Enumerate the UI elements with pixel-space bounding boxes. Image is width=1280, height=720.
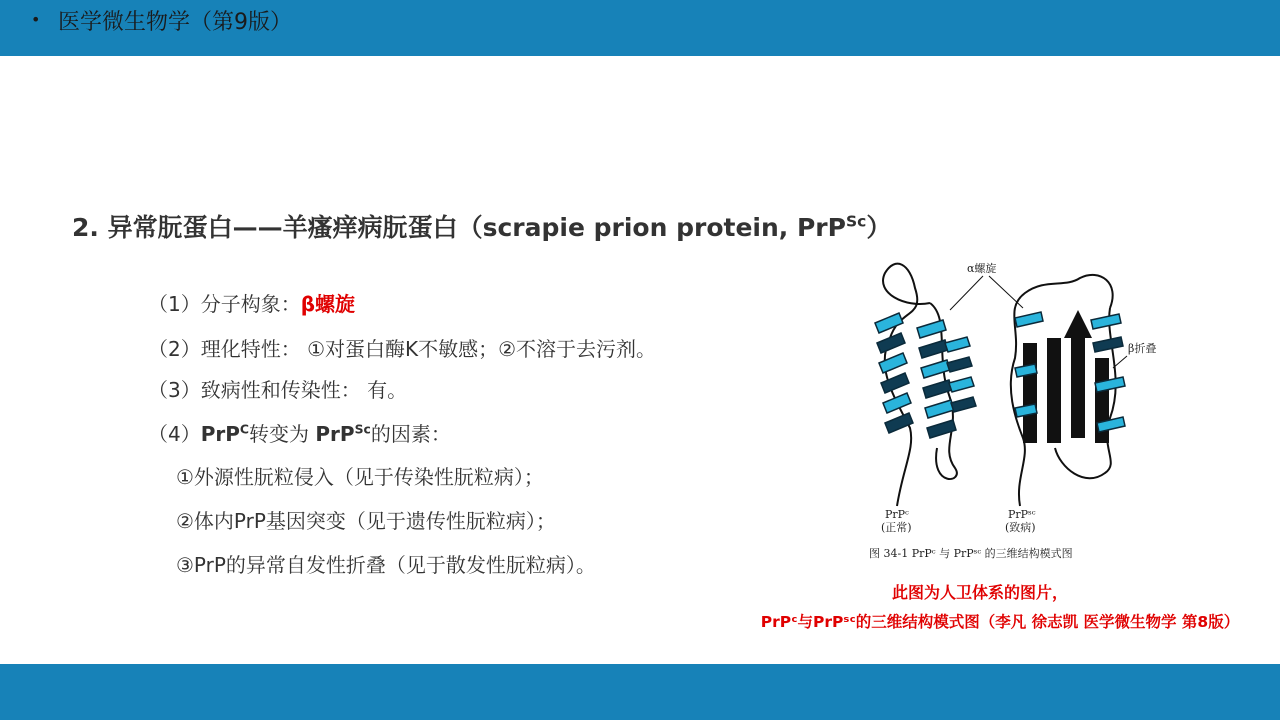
prp-structure-drawing [855, 248, 1180, 566]
label-alpha-helix: α螺旋 [967, 262, 997, 275]
item-conformation [148, 288, 355, 317]
image-source-note: 此图为人卫体系的图片， [891, 583, 1068, 602]
header-bar [0, 0, 1280, 56]
heading-text: 2. 异常朊蛋白——羊瘙痒病朊蛋白（scrapie prion protein, PrP [72, 213, 846, 242]
footer-bar [0, 664, 1280, 720]
factor-exogenous: ①外源性朊粒侵入（见于传染性朊粒病）； [176, 465, 544, 489]
item-conformation-value: β螺旋 [300, 292, 356, 316]
heading-sup: Sc [845, 212, 867, 231]
prpc-helices [875, 313, 976, 438]
item4-mid: 转变为 [249, 422, 316, 446]
item4-prp-c: PrP [200, 422, 240, 446]
section-heading [72, 208, 891, 244]
bullet-icon: • [31, 10, 41, 29]
factor-misfolding: ③PrP的异常自发性折叠（见于散发性朊粒病）。 [176, 553, 596, 577]
item-conversion-factors [148, 418, 451, 447]
item-pathogenicity: （3）致病性和传染性： 有。 [148, 378, 408, 402]
item-conformation-label: （1）分子构象： [148, 292, 301, 316]
item4-suffix: 的因素： [370, 422, 451, 446]
label-beta-sheet: β折叠 [1128, 342, 1157, 355]
label-prpc: PrPᶜ [885, 508, 909, 521]
header-title: 医学微生物学（第9版） [58, 10, 292, 35]
heading-close: ） [866, 213, 892, 242]
label-prpc-normal: (正常) [881, 521, 912, 534]
figure-caption: 图 34-1 PrPᶜ 与 PrPˢᶜ 的三维结构模式图 [869, 547, 1073, 560]
item4-sup-sc: Sc [354, 421, 371, 437]
label-prpsc: PrPˢᶜ [1008, 508, 1036, 521]
item-physicochemical: （2）理化特性： ①对蛋白酶K不敏感；②不溶于去污剂。 [148, 337, 657, 361]
item4-prp-sc: PrP [315, 422, 355, 446]
factor-mutation: ②体内PrP基因突变（见于遗传性朊粒病）； [176, 509, 556, 533]
item4-prefix: （4） [148, 422, 201, 446]
image-source-citation: PrPᶜ与PrPˢᶜ的三维结构模式图（李凡 徐志凯 医学微生物学 第8版） [760, 613, 1240, 631]
label-prpsc-pathogenic: (致病) [1005, 521, 1036, 534]
item4-sup-c: C [239, 421, 250, 437]
prpsc-beta-sheets [1023, 310, 1109, 443]
prp-structure-figure [855, 248, 1180, 566]
